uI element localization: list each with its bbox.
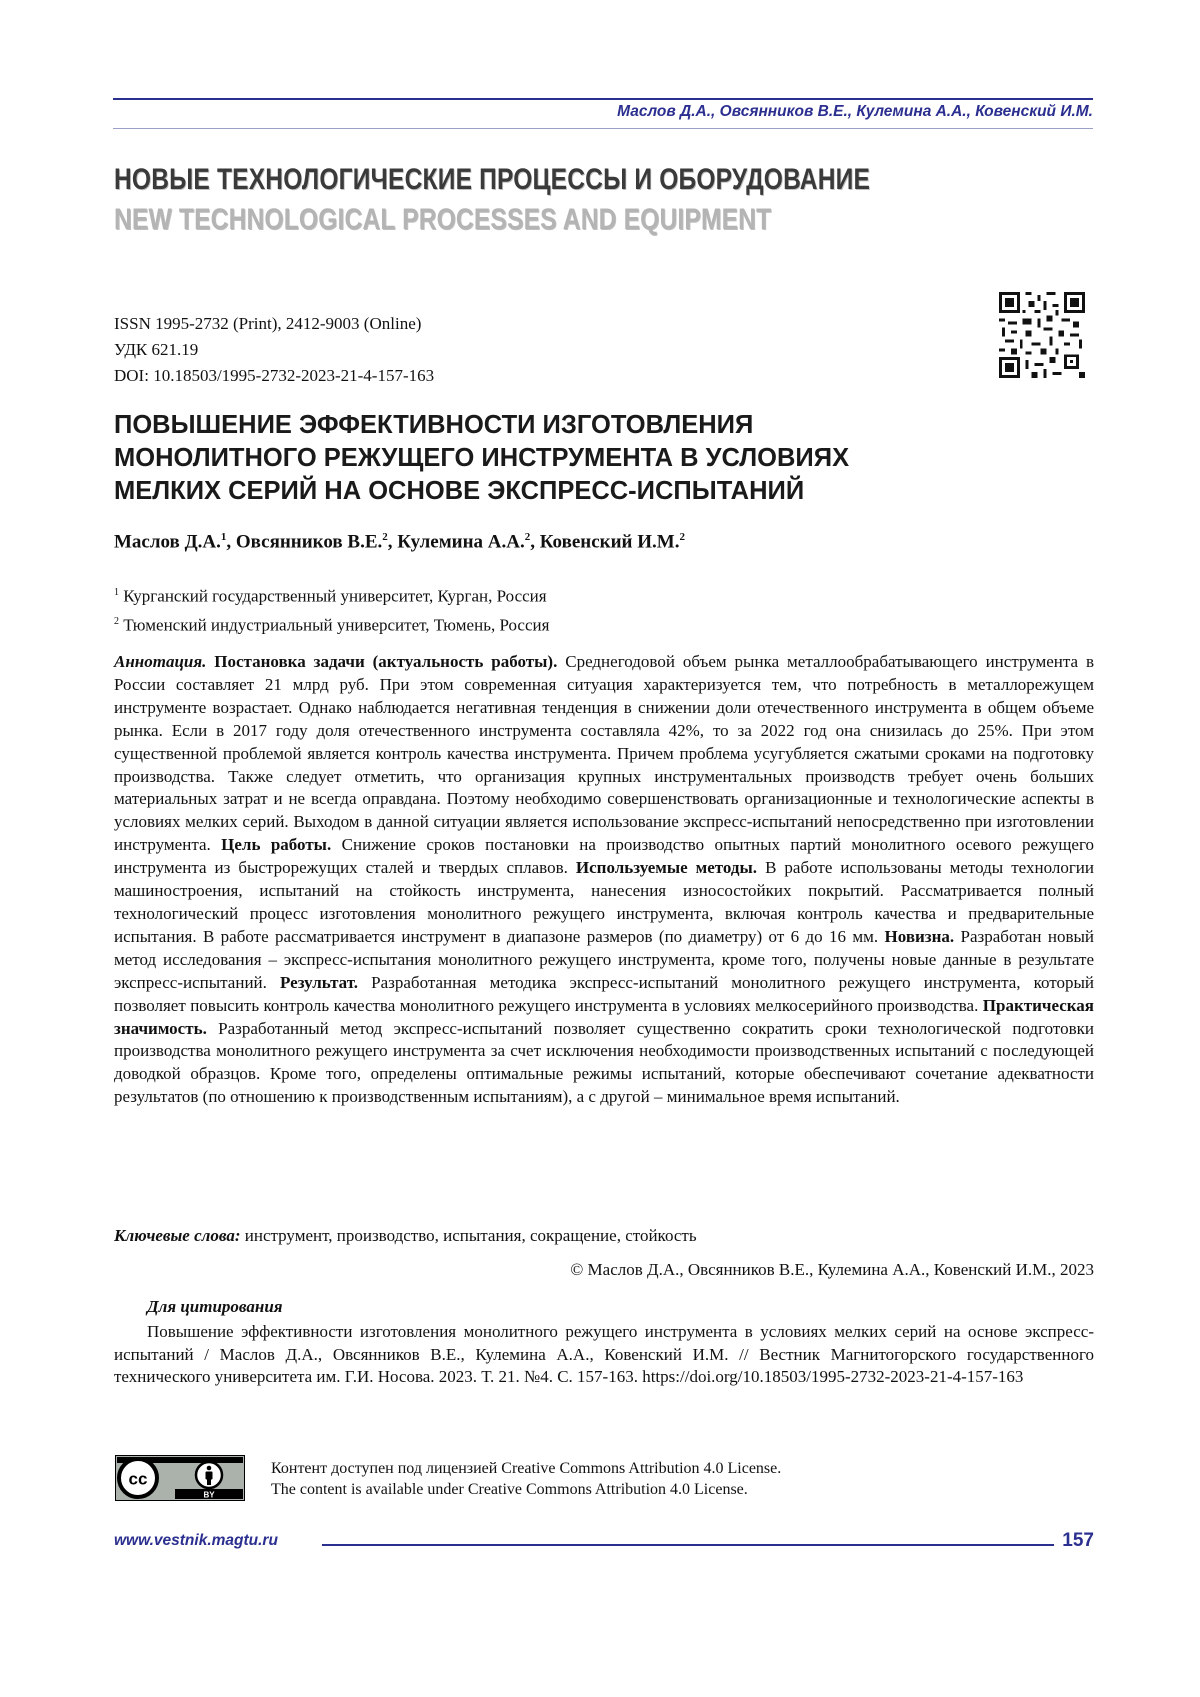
abstract-significance-heading: Практическая значимость. bbox=[114, 995, 1095, 1038]
running-header-authors: Маслов Д.А., Овсянников В.Е., Кулемина А.А., Ковенский И.М. bbox=[617, 103, 1093, 120]
affiliation-text: Курганский государственный университет, Курган, Россия bbox=[123, 586, 547, 606]
cc-icon-text: cc bbox=[128, 1469, 148, 1489]
affiliation-mark: 2 bbox=[114, 615, 119, 627]
page-number: 157 bbox=[1062, 1530, 1094, 1551]
doi: DOI: 10.18503/1995-2732-2023-21-4-157-163 bbox=[114, 366, 435, 385]
abstract-novelty-heading: Новизна. bbox=[884, 926, 955, 946]
citation-text: Повышение эффективности изготовления монолитного режущего инструмента в условиях мелких серий на основе экспресс-испытаний / Маслов Д.А., Овсянников В.Е., Кулемина А.А., Ковенский И.М. // Вестник Магнитогорского государственного технического университета им. Г.И. Носова. 2023. Т. 21. №4. С. 157-163. https://doi.org/10.18503/1995-2732-2023-21-4-157-163 bbox=[114, 1322, 1094, 1386]
section-title-ru: НОВЫЕ ТЕХНОЛОГИЧЕСКИЕ ПРОЦЕССЫ И ОБОРУДОВАНИЕ bbox=[114, 163, 871, 196]
article-title bbox=[114, 409, 1074, 508]
author-name: Ковенский И.М. bbox=[539, 531, 680, 553]
copyright: © Маслов Д.А., Овсянников В.Е., Кулемина А.А., Ковенский И.М., 2023 bbox=[570, 1260, 1094, 1279]
keywords-label: Ключевые слова: bbox=[114, 1226, 241, 1245]
abstract-methods-text: В работе использованы методы технологии машиностроения, испытаний на стойкость инструмента, нанесения износостойких покрытий. Рассматривается полный технологический процесс изготовления монолитного режущего инструмента, включая контроль качества и предварительные испытания. В работе рассматривается инструмент в диапазоне размеров (по диаметру) от 6 до 16 мм. bbox=[114, 858, 1095, 946]
abstract-methods-heading: Используемые методы. bbox=[575, 858, 758, 878]
section-title-en: NEW TECHNOLOGICAL PROCESSES AND EQUIPMENT bbox=[114, 203, 772, 236]
abstract bbox=[114, 651, 1094, 1109]
author-name: Кулемина А.А. bbox=[397, 531, 525, 553]
by-label: BY bbox=[203, 1490, 215, 1500]
license-text-en: The content is available under Creative Commons Attribution 4.0 License. bbox=[271, 1481, 748, 1498]
header-rule bbox=[113, 98, 1093, 100]
abstract-novelty-text: Разработан новый метод исследования – экспресс-испытания монолитного режущего инструмента, кроме того, получены новые данные в результате экспресс-испытаний. bbox=[114, 926, 1095, 992]
abstract-result-text: Разработанная методика экспресс-испытаний монолитного режущего инструмента, который позволяет повысить контроль качества монолитного режущего инструмента в условиях мелкосерийного производства. bbox=[114, 972, 1094, 1015]
abstract-result-heading: Результат. bbox=[279, 972, 359, 992]
footer-website-link[interactable]: www.vestnik.magtu.ru bbox=[114, 1532, 278, 1549]
abstract-label: Аннотация. bbox=[114, 652, 207, 671]
license-text bbox=[271, 1458, 781, 1500]
author-affiliation-mark: 1 bbox=[220, 531, 227, 543]
abstract-goal-text: Снижение сроков постановки на производство опытных партий монолитного осевого режущего инструмента из быстрорежущих сталей и твердых сплавов. bbox=[114, 835, 1095, 878]
author-affiliation-mark: 2 bbox=[679, 531, 685, 543]
affiliation-item bbox=[114, 580, 549, 609]
cc-icon bbox=[119, 1459, 157, 1497]
author-name: Маслов Д.А. bbox=[114, 531, 221, 553]
license-text-ru: Контент доступен под лицензией Creative Commons Attribution 4.0 License. bbox=[271, 1460, 782, 1477]
title-line: МЕЛКИХ СЕРИЙ НА ОСНОВЕ ЭКСПРЕСС-ИСПЫТАНИЙ bbox=[114, 477, 805, 505]
keywords bbox=[114, 1226, 1094, 1246]
footer-rule bbox=[322, 1544, 1054, 1546]
abstract-significance-text: Разработанный метод экспресс-испытаний позволяет существенно сократить сроки технологической подготовки производства монолитного режущего инструмента за счет исключения необходимости производственных испытаний с последующей доводкой образцов. Кроме того, определены оптимальные режимы испытаний, которые обеспечивают сочетание адекватности результатов (по отношению к производственным испытаниям), а с другой – минимальное время испытаний. bbox=[114, 1018, 1094, 1107]
authors-line: Маслов Д.А.$^1$, Овсянников В.Е.$^2$, Кулемина А.А.$^2$, Ковенский И.М.$^2$ bbox=[114, 531, 685, 553]
affiliation-item bbox=[114, 609, 549, 638]
keywords-text: инструмент, производство, испытания, сокращение, стойкость bbox=[244, 1226, 697, 1245]
person-attribution-icon bbox=[196, 1462, 222, 1488]
author-name: Овсянников В.Е. bbox=[235, 531, 383, 553]
author-affiliation-mark: 2 bbox=[524, 531, 531, 543]
publication-meta bbox=[114, 311, 434, 389]
citation-heading: Для цитирования bbox=[147, 1297, 283, 1316]
abstract-goal-heading: Цель работы. bbox=[221, 835, 332, 855]
issn: ISSN 1995-2732 (Print), 2412-9003 (Online) bbox=[114, 314, 422, 333]
header-divider bbox=[113, 128, 1093, 129]
affiliations bbox=[114, 580, 549, 637]
abstract-problem-text: Среднегодовой объем рынка металлообрабатывающего инструмента в России составляет 21 млрд руб. При этом современная ситуация характеризуется тем, что потребность в металлорежущем инструменте возрастает. Однако наблюдается негативная тенденция в снижении доли отечественного инструмента в общем объеме рынка. Если в 2017 году доля отечественного инструмента составляла 42%, то за 2022 год она снизилась до 25%. При этом существенной проблемой является контроль качества инструмента. Причем проблема усугубляется сжатыми сроками на подготовку производства. Также следует отметить, что организация крупных инструментальных производств требует очень больших материальных затрат и не всегда оправдана. Поэтому необходимо совершенствовать организационные и технологические аспекты в условиях мелких серий. Выходом в данной ситуации является использование экспресс-испытаний непосредственно при изготовлении инструмента. bbox=[114, 652, 1095, 855]
udc: УДК 621.19 bbox=[114, 340, 199, 359]
title-line: МОНОЛИТНОГО РЕЖУЩЕГО ИНСТРУМЕНТА В УСЛОВИЯХ bbox=[114, 444, 850, 472]
cc-by-license-badge bbox=[115, 1455, 245, 1501]
author-affiliation-mark: 2 bbox=[382, 531, 388, 543]
affiliation-text: Тюменский индустриальный университет, Тюмень, Россия bbox=[123, 615, 550, 635]
affiliation-mark: 1 bbox=[114, 587, 119, 598]
title-line: ПОВЫШЕНИЕ ЭФФЕКТИВНОСТИ ИЗГОТОВЛЕНИЯ bbox=[114, 411, 754, 439]
abstract-problem-heading: Постановка задачи (актуальность работы). bbox=[214, 652, 558, 671]
qr-code-icon bbox=[999, 292, 1085, 378]
